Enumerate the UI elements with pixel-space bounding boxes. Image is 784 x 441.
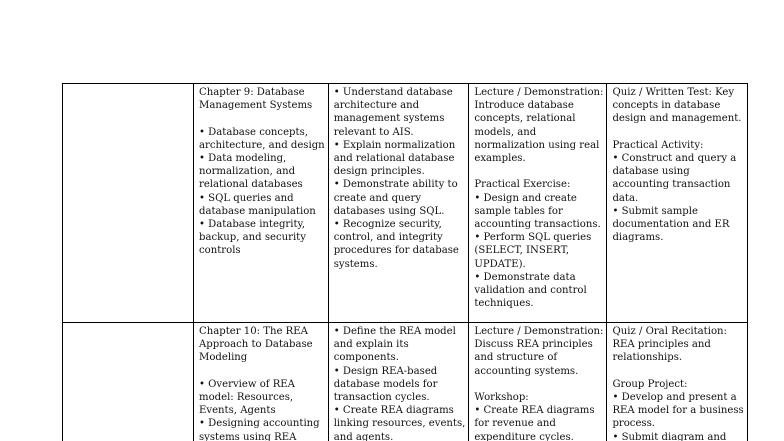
cell-text-line: techniques. bbox=[474, 298, 534, 310]
cell-text-line: Events, Agents bbox=[199, 405, 276, 417]
cell-text-line: (SELECT, INSERT, bbox=[474, 245, 570, 257]
cell-text-line: UPDATE). bbox=[474, 258, 526, 270]
cell-text-line: process. bbox=[612, 418, 655, 430]
cell-text-line: and relational database bbox=[333, 153, 455, 165]
cell-text-line: Modeling bbox=[199, 352, 248, 364]
paragraph-gap bbox=[199, 365, 325, 378]
cell-text-line: and structure of bbox=[474, 352, 558, 364]
cell-text-line: • Perform SQL queries bbox=[474, 232, 592, 244]
cell-text-line: Practical Activity: bbox=[612, 139, 704, 151]
activities-cell bbox=[469, 323, 607, 441]
cell-text-line: • Submit diagram and bbox=[612, 431, 727, 441]
cell-text-line: Introduce database bbox=[474, 100, 574, 112]
cell-text-line: normalization using real bbox=[474, 139, 600, 151]
cell-text-line: controls bbox=[199, 245, 241, 257]
cell-text-line: Group Project: bbox=[612, 378, 688, 390]
cell-text-line: models, and bbox=[474, 126, 537, 138]
cell-text-line: Chapter 9: Database bbox=[199, 87, 305, 98]
cell-text-line: procedures for database bbox=[333, 245, 459, 257]
paragraph-gap bbox=[474, 165, 603, 178]
cell-text-line: systems using REA bbox=[199, 431, 297, 441]
cell-text-line: management systems bbox=[333, 113, 445, 125]
cell-text-line: documentation and ER bbox=[612, 219, 730, 231]
cell-text-line: validation and control bbox=[474, 285, 587, 297]
paragraph-gap bbox=[474, 378, 603, 391]
cell-text-line: • SQL queries and bbox=[199, 192, 294, 204]
cell-text-line: Lecture / Demonstration: bbox=[474, 87, 604, 98]
cell-text-line: • Database concepts, bbox=[199, 126, 308, 138]
cell-text-line: Quiz / Oral Recitation: bbox=[612, 326, 727, 337]
cell-text-line: architecture, and design bbox=[199, 139, 325, 151]
cell-text-line: • Designing accounting bbox=[199, 418, 320, 430]
cell-text-line: components. bbox=[333, 352, 399, 364]
cell-text-line: and explain its bbox=[333, 339, 409, 351]
cell-text-line: control, and integrity bbox=[333, 232, 443, 244]
cell-text-line: Lecture / Demonstration: bbox=[474, 326, 604, 337]
cell-text-line: • Develop and present a bbox=[612, 392, 737, 403]
cell-text-line: • Database integrity, bbox=[199, 219, 306, 231]
cell-text-line: Approach to Database bbox=[199, 339, 313, 351]
topic-cell bbox=[194, 84, 329, 323]
cell-text-line: data. bbox=[612, 192, 639, 204]
cell-text-line: • Create REA diagrams bbox=[333, 405, 454, 417]
cell-text-line: Chapter 10: The REA bbox=[199, 326, 308, 337]
outcomes-cell bbox=[328, 84, 469, 323]
cell-text-line: database models for bbox=[333, 378, 438, 390]
cell-text-line: and agents. bbox=[333, 431, 394, 441]
cell-text-line: relationships. bbox=[612, 352, 683, 364]
cell-text-line: transaction cycles. bbox=[333, 392, 430, 404]
table-row bbox=[63, 84, 748, 323]
assessment-cell bbox=[607, 323, 747, 441]
cell-text-line: concepts in database bbox=[612, 100, 721, 112]
paragraph-gap bbox=[199, 112, 325, 125]
cell-text-line: • Create REA diagrams bbox=[474, 405, 595, 417]
empty-cell bbox=[63, 323, 194, 441]
empty-cell bbox=[63, 84, 194, 323]
outcomes-cell bbox=[328, 323, 469, 441]
cell-text-line: normalization, and bbox=[199, 166, 296, 178]
activities-cell bbox=[469, 84, 607, 323]
cell-text-line: concepts, relational bbox=[474, 113, 576, 125]
topic-cell bbox=[194, 323, 329, 441]
cell-text-line: design and management. bbox=[612, 113, 742, 125]
cell-text-line: accounting transactions. bbox=[474, 219, 601, 231]
cell-text-line: database manipulation bbox=[199, 205, 316, 217]
cell-text-line: Management Systems bbox=[199, 100, 313, 112]
cell-text-line: design principles. bbox=[333, 166, 425, 178]
cell-text-line: backup, and security bbox=[199, 232, 306, 244]
cell-text-line: • Construct and query a bbox=[612, 153, 737, 164]
cell-text-line: • Define the REA model bbox=[333, 326, 456, 337]
cell-text-line: architecture and bbox=[333, 100, 420, 112]
paragraph-gap bbox=[612, 365, 743, 378]
cell-text-line: • Understand database bbox=[333, 87, 453, 98]
cell-text-line: expenditure cycles. bbox=[474, 431, 574, 441]
cell-text-line: create and query bbox=[333, 192, 422, 204]
cell-text-line: Discuss REA principles bbox=[474, 339, 593, 351]
cell-text-line: databases using SQL. bbox=[333, 205, 445, 217]
cell-text-line: • Explain normalization bbox=[333, 139, 456, 151]
cell-text-line: Practical Exercise: bbox=[474, 179, 571, 191]
cell-text-line: diagrams. bbox=[612, 232, 664, 244]
cell-text-line: Quiz / Written Test: Key bbox=[612, 87, 735, 98]
cell-text-line: linking resources, events, bbox=[333, 418, 466, 430]
cell-text-line: database using bbox=[612, 166, 690, 178]
cell-text-line: • Submit sample bbox=[612, 205, 698, 217]
cell-text-line: • Design REA-based bbox=[333, 365, 438, 377]
cell-text-line: accounting systems. bbox=[474, 365, 579, 377]
assessment-cell bbox=[607, 84, 747, 323]
cell-text-line: relevant to AIS. bbox=[333, 126, 414, 138]
cell-text-line: REA principles and bbox=[612, 339, 711, 351]
table-row bbox=[63, 323, 748, 441]
cell-text-line: • Overview of REA bbox=[199, 378, 295, 390]
cell-text-line: accounting transaction bbox=[612, 179, 731, 191]
cell-text-line: REA model for a business bbox=[612, 405, 744, 417]
cell-text-line: • Demonstrate data bbox=[474, 271, 576, 283]
cell-text-line: for revenue and bbox=[474, 418, 556, 430]
cell-text-line: model: Resources, bbox=[199, 392, 294, 403]
syllabus-table bbox=[62, 83, 748, 441]
cell-text-line: Workshop: bbox=[474, 392, 529, 403]
paragraph-gap bbox=[612, 126, 743, 139]
cell-text-line: systems. bbox=[333, 258, 378, 270]
cell-text-line: • Recognize security, bbox=[333, 219, 442, 231]
cell-text-line: examples. bbox=[474, 153, 526, 165]
cell-text-line: • Demonstrate ability to bbox=[333, 179, 458, 191]
cell-text-line: • Data modeling, bbox=[199, 153, 287, 164]
cell-text-line: relational databases bbox=[199, 179, 303, 191]
cell-text-line: sample tables for bbox=[474, 205, 563, 217]
cell-text-line: • Design and create bbox=[474, 192, 577, 204]
